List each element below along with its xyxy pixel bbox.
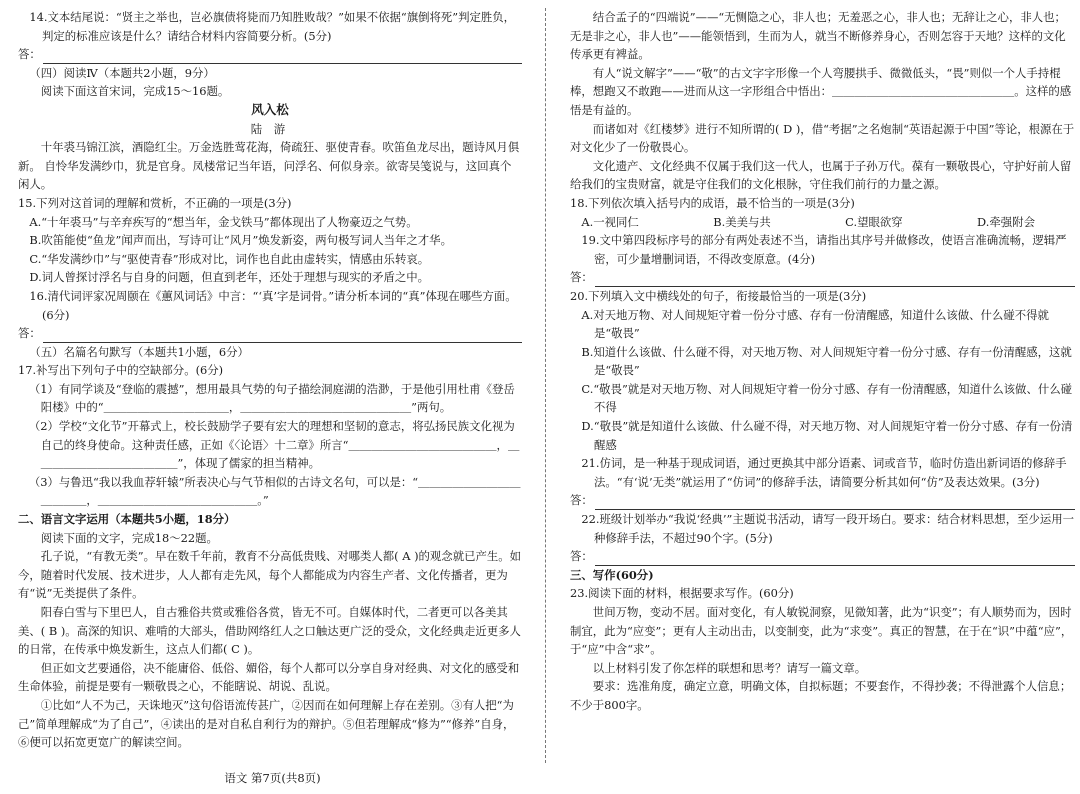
answer-line xyxy=(570,491,1075,510)
text-line: 文化遗产、文化经典不仅属于我们这一代人，也属于子孙万代。葆有一颗敬畏心，守护好前人留给我们的宝贵财富，就是守住我们的文化根脉，守住我们前行的力量之源。 xyxy=(570,158,1072,192)
text-line: （四）阅读Ⅳ（本题共2小题，9分） xyxy=(29,65,215,80)
text-line: 阅读下面这首宋词，完成15～16题。 xyxy=(40,84,230,99)
text-line: D.“敬畏”就是知道什么该做、什么碰不得，对天地万物、对人间规矩守着一份分寸感、存有一份清醒感 xyxy=(581,419,1073,452)
option-row xyxy=(570,213,1075,232)
text-line: 而诸如对《红楼梦》进行不知所谓的( D )，借“考据”之名炮制“英语起源于中国”等论，根源在于对文化少了一份敬畏心。 xyxy=(570,121,1075,155)
text-line: 18.下列依次填入括号内的成语，最不恰当的一项是(3分) xyxy=(570,195,855,210)
answer-blank xyxy=(595,273,1075,287)
text-line: A.“十年裘马”与辛弃疾写的“想当年，金戈铁马”都体现出了人物豪迈之气势。 xyxy=(29,214,418,229)
text-line: 16.清代词评家况周颐在《蕙风词话》中言：“‘真’字是词骨。”请分析本词的“真”体现在哪些方面。(6分) xyxy=(29,288,517,322)
text-line: 23.阅读下面的材料，根据要求写作。(60分) xyxy=(570,586,794,601)
text-line: （2）学校“文化节”开幕式上，校长鼓励学子要有宏大的理想和坚韧的意志，将弘扬民族文化视为自己的终身使命。这种责任感，正如《〈论语〉十二章》所言“＿＿＿＿＿＿＿＿＿＿＿＿＿，＿＿＿＿＿＿＿＿＿＿＿＿＿”，体现了儒家的担当精神。 xyxy=(28,419,520,471)
answer-blank xyxy=(43,50,522,64)
text-line: 要求：选准角度，确定立意，明确文体，自拟标题；不要套作，不得抄袭；不得泄露个人信息；不少于800字。 xyxy=(570,679,1072,712)
text-line: 17.补写出下列句子中的空缺部分。(6分) xyxy=(18,363,224,378)
text-line: 21.仿词，是一种基于现成词语，通过更换其中部分语素、词或音节，临时仿造出新词语的修辞手法。“有‘说’无类”就运用了“仿词”的修辞手法，请简要分析其如何“仿”及表达效果。(3分) xyxy=(581,456,1067,489)
answer-line xyxy=(18,45,522,64)
text-line: 19.文中第四段标序号的部分有两处表述不当，请指出其序号并做修改，使语言准确流畅，逻辑严密，可少量增删词语，不得改变原意。(4分) xyxy=(581,233,1067,266)
text-line: 阳春白雪与下里巴人，自古雅俗共赏或雅俗各赏，皆无不可。自媒体时代，二者更可以各美其美、( B )。高深的知识、难啃的大部头，借助网络红人之口触达更广泛的受众，文化经典走近更多人的日常，在传承中焕发新生，这点人们都( C )。 xyxy=(18,605,521,657)
answer-blank xyxy=(595,496,1075,510)
answer-line xyxy=(18,324,522,343)
answer-label: 答： xyxy=(570,549,593,564)
answer-blank xyxy=(595,552,1075,566)
answer-label: 答： xyxy=(570,270,593,285)
answer-label: 答： xyxy=(570,493,593,508)
text-line: C.“华发满纱巾”与“驱使青春”形成对比，词作也自此由虚转实，情感由乐转哀。 xyxy=(29,251,430,266)
text-line: 有人“说文解字”——“敬”的古文字字形像一个人弯腰拱手、微微低头，“畏”则似一个人手持棍棒，想跑又不敢跑——进而从这一字形组合中悟出：＿＿＿＿＿＿＿＿＿＿＿＿＿＿＿＿。这样的感悟是有益的。 xyxy=(570,65,1072,117)
text-line: D.词人曾探讨浮名与自身的问题，但直到老年，还处于理想与现实的矛盾之中。 xyxy=(29,270,430,285)
text-line: （1）有同学谈及“登临的震撼”，想用最具气势的句子描绘洞庭湖的浩渺，于是他引用杜甫《登岳阳楼》中的“＿＿＿＿＿＿＿＿＿＿＿，＿＿＿＿＿＿＿＿＿＿＿＿＿＿＿”两句。 xyxy=(28,381,515,415)
text-line: 22.班级计划举办“我说‘经典’”主题说书活动，请写一段开场白。要求：结合材料思想，至少运用一种修辞手法，不超过90个字。(5分) xyxy=(581,512,1075,545)
text-line: 三、写作(60分) xyxy=(570,567,654,582)
text-line: 二、语言文字运用（本题共5小题，18分） xyxy=(18,512,236,527)
text-line: B.吹笛能使“鱼龙”闻声而出，写诗可让“风月”焕发新姿，两句极写词人当年之才华。 xyxy=(29,233,452,248)
text-line: 以上材料引发了你怎样的联想和思考？请写一篇文章。 xyxy=(592,660,867,675)
text-line: 但正如文艺要通俗，决不能庸俗、低俗、媚俗，每个人都可以分享自身对经典、对文化的感受和生命体验，前提是要有一颗敬畏之心，不能瞎说、胡说、乱说。 xyxy=(18,660,520,694)
answer-line xyxy=(570,268,1075,287)
answer-label: 答： xyxy=(18,47,41,62)
text-line: 阅读下面的文字，完成18～22题。 xyxy=(40,530,218,545)
answer-label: 答： xyxy=(18,326,41,341)
text-line: 十年裘马锦江滨，酒隐红尘。万金选胜莺花海，倚疏狂、驱使青春。吹笛鱼龙尽出，题诗风月俱新。 自怜华发满纱巾，犹是官身。凤楼常记当年语，问浮名、何似身亲。欲寄吴笺说与，这回真个闲人。 xyxy=(18,140,520,192)
column-divider xyxy=(545,8,546,763)
text-line: 孔子说，“有教无类”。早在数千年前，教育不分高低贵贱、对哪类人都( A )的观念就已产生。如今，随着时代发展、技术进步，人人都有走先风，每个人都能成为内容生产者、文化传播者，更为有“说”无类提供了条件。 xyxy=(18,549,522,601)
text-line: B.知道什么该做、什么碰不得，对天地万物、对人间规矩守着一份分寸感、存有一份清醒感，这就是“敬畏” xyxy=(581,344,1072,378)
left-column xyxy=(18,8,522,752)
text-line: 陆 游 xyxy=(250,121,290,136)
option-item: D.牵强附会 xyxy=(977,214,1035,229)
text-line: C.“敬畏”就是对天地万物、对人间规矩守着一份分寸感、存有一份清醒感，知道什么该做、什么碰不得 xyxy=(581,381,1073,415)
option-item: B.美美与共 xyxy=(713,214,771,229)
answer-blank xyxy=(43,329,522,343)
text-line: 结合孟子的“四端说”——“无恻隐之心，非人也；无羞恶之心，非人也；无辞让之心，非人也；无是非之心，非人也”——能领悟到，生而为人，就当不断修养身心，否则怎容于天地？这样的文化传承更有裨益。 xyxy=(570,10,1066,62)
text-line: 风入松 xyxy=(251,101,289,117)
text-line: 15.下列对这首词的理解和赏析，不正确的一项是(3分) xyxy=(18,195,292,210)
text-line: 20.下列填入文中横线处的句子，衔接最恰当的一项是(3分) xyxy=(570,288,867,303)
right-column xyxy=(570,8,1075,715)
option-item: A.一视同仁 xyxy=(581,214,639,229)
text-line: A.对天地万物、对人间规矩守着一份分寸感、存有一份清醒感，知道什么该做、什么碰不得就是“敬畏” xyxy=(581,307,1049,341)
text-line: （3）与鲁迅“我以我血荐轩辕”所表决心与气节相似的古诗文名句，可以是：“＿＿＿＿＿＿＿＿＿＿＿＿＿，＿＿＿＿＿＿＿＿＿＿＿＿＿＿。” xyxy=(28,474,521,508)
option-item: C.望眼欲穿 xyxy=(845,214,903,229)
answer-line xyxy=(570,547,1075,566)
text-line: 14.文本结尾说：“贤主之举也，岂必旗债将毙而乃知胜败哉？”如果不依据“旗倒将死”判定胜负，判定的标准应该是什么？请结合材料内容简要分析。(5分) xyxy=(29,10,516,43)
text-line: ①比如“人不为己，天诛地灭”这句俗语流传甚广，②因而在如何理解上存在差别。③有人把“为己”简单理解成“为了自己”，④读出的是对自私自利行为的辩护。⑤但若理解成“修为”“修养”自身，⑥便可以拓宽更宽广的解读空间。 xyxy=(18,697,515,750)
page-footer: 语文 第7页(共8页) xyxy=(224,771,321,785)
text-line: 世间万物，变动不居。面对变化，有人敏锐洞察，见微知著，此为“识变”；有人顺势而为，因时制宜，此为“应变”；更有人主动出击，以变制变，此为“求变”。真正的智慧，在于在“识”中蕴“应”，于“应”中含“求”。 xyxy=(570,605,1073,657)
text-line: （五）名篇名句默写（本题共1小题，6分） xyxy=(29,344,249,359)
